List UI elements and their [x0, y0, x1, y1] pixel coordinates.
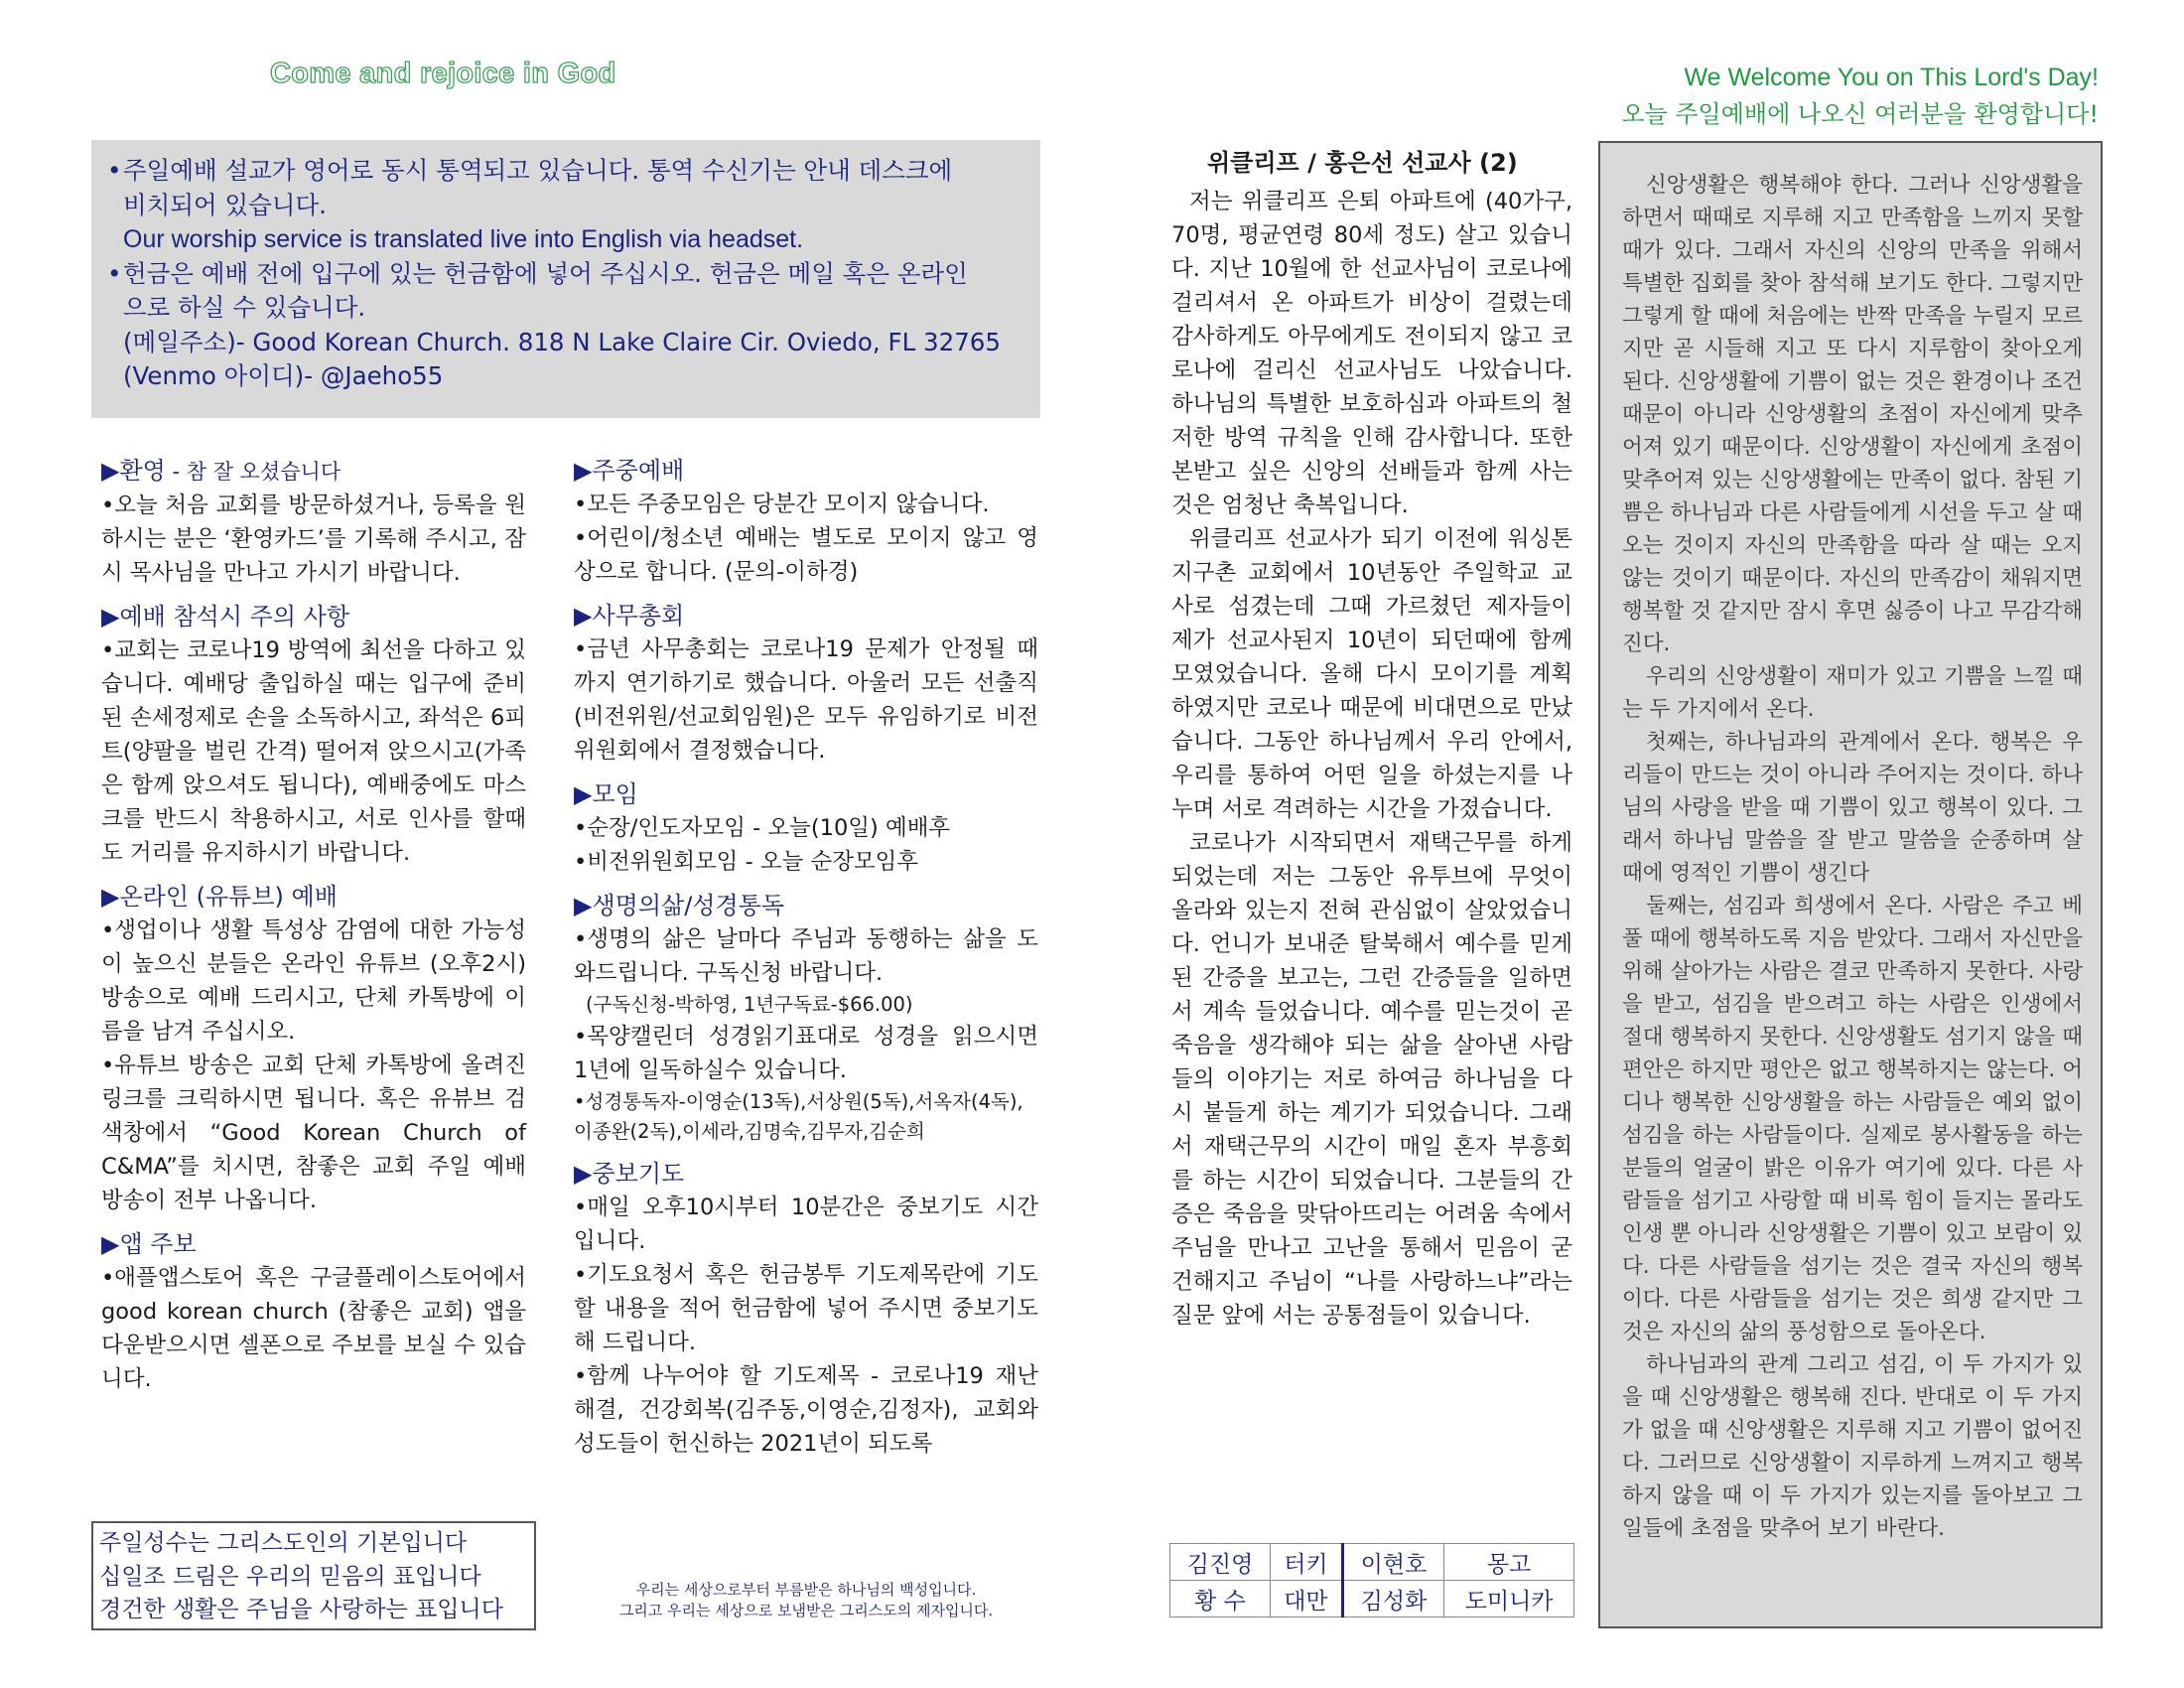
section-title: ▶환영 [101, 457, 166, 485]
section-caution: ▶예배 참석시 주의 사항 [101, 603, 349, 631]
essay-paragraph: 둘째는, 섬김과 희생에서 온다. 사람은 주고 베풀 때에 행복하도록 지음 받았다. 그래서 자신만을 위해 살아가는 사람은 결코 만족하지 못한다. 사랑을 받고, 섬김을 받으려고 하는 사람은 인생에서 절대 행복하지 못한다. 신앙생활도 섬기지 않을 때 편안은 하지만 평안은 없고 행복하지는 않는다. 어디나 행복한 신앙생활을 하는 사람들은 예외 없이 섬김을 하는 사람들이다. 실제로 봉사활동을 하는 분들의 얼굴이 밝은 이유가 여기에 있다. 다른 사람들을 섬기고 사랑할 때 비록 힘이 들지는 몰라도 인생 뿐 아니라 신앙생활은 기쁨이 있고 보람이 있다. 다른 사람들을 섬기는 것은 결국 자신의 행복이다. 다른 사람들을 섬기는 것은 희생 같지만 그것은 자신의 삶의 풍성함으로 돌아온다. [1622, 894, 2083, 1344]
section-meeting: ▶모임 [574, 780, 638, 808]
footer-line: 그리고 우리는 세상으로 보냄받은 그리스도의 제자입니다. [618, 1602, 994, 1619]
section-online: ▶온라인 (유튜브) 예배 [101, 883, 338, 911]
notice-english: Our worship service is translated live into English via headset. [123, 225, 804, 253]
identity-footer [574, 1580, 1038, 1621]
section-prayer: ▶중보기도 [574, 1160, 685, 1188]
left-column [101, 450, 526, 1396]
table-cell: 황 수 [1170, 1581, 1271, 1618]
commitment-box [91, 1521, 536, 1630]
commitment-line: 십일조 드림은 우리의 믿음의 표입니다 [99, 1563, 481, 1590]
notice-line: 비치되어 있습니다. [123, 190, 327, 219]
notice-line: 으로 하실 수 있습니다. [123, 293, 366, 322]
list-item: •함께 나누어야 할 기도제목 - 코로나19 재난 해결, 건강회복(김주동,이영순,김정자), 교회와 성도들이 헌신하는 2021년이 되도록 [574, 1363, 1038, 1457]
commitment-line: 경건한 생활은 주님을 사랑하는 표입니다 [99, 1597, 503, 1622]
section-weekday: ▶주중예배 [574, 457, 685, 485]
notice-line: 주일예배 설교가 영어로 동시 통역되고 있습니다. 통역 수신기는 안내 데스크에 [123, 156, 953, 185]
list-item: •금년 사무총회는 코로나19 문제가 안정될 때까지 연기하기로 했습니다. 아울러 모든 선출직(비전위원/선교회임원)은 모두 유임하기로 비전위원회에서 결정했습니다. [574, 636, 1038, 764]
list-item: •교회는 코로나19 방역에 최선을 다하고 있습니다. 예배당 출입하실 때는 입구에 준비된 손세정제로 손을 소독하시고, 좌석은 6피트(양팔을 벌린 간격) 떨어져 앉으시고(가족은 함께 앉으셔도 됩니다), 예배중에도 마스크를 반드시 착용하시고, 서로 인사를 할때도 거리를 유지하시기 바랍니다. [101, 637, 526, 866]
section-app: ▶앱 주보 [101, 1230, 197, 1258]
table-row [1170, 1544, 1574, 1581]
missionary-names-table [1169, 1543, 1574, 1618]
list-item: •생업이나 생활 특성상 감염에 대한 가능성이 높으신 분들은 온라인 유튜브 (오후2시) 방송으로 예배 드리시고, 단체 카톡방에 이름을 남겨 주십시오. [101, 917, 526, 1045]
list-item: •오늘 처음 교회를 방문하셨거나, 등록을 원하시는 분은 ‘환영카드’를 기록해 주시고, 잠시 목사님을 만나고 가시기 바랍니다. [101, 492, 526, 586]
middle-column [574, 450, 1038, 1461]
section-business: ▶사무총회 [574, 602, 685, 630]
list-item: •비전위원회모임 - 오늘 순장모임후 [574, 849, 919, 875]
table-cell: 이현호 [1342, 1544, 1443, 1581]
footer-line: 우리는 세상으로부터 부름받은 하나님의 백성입니다. [635, 1581, 977, 1599]
bible-readers: •성경통독자-이영순(13독),서상원(5독),서옥자(4독),이종완(2독),이세라,김명숙,김무자,김순희 [574, 1090, 1024, 1143]
table-row [1170, 1581, 1574, 1618]
notice-translation [107, 154, 1024, 257]
list-item: •유튜브 방송은 교회 단체 카톡방에 올려진 링크를 크릭하시면 됩니다. 혹은 유뷰브 검색창에서 “Good Korean Church of C&MA”를 치시면, 참좋은 교회 주일 예배 방송이 전부 나옵니다. [101, 1053, 526, 1213]
list-item: •애플앱스토어 혹은 구글플레이스토어에서 good korean church (참좋은 교회) 앱을 다운받으시면 셀폰으로 주보를 보실 수 있습니다. [101, 1265, 526, 1392]
list-item: •모든 주중모임은 당분간 모이지 않습니다. [574, 492, 990, 517]
list-item: •생명의 삶은 날마다 주님과 동행하는 삶을 도와드립니다. 구독신청 바랍니다. [574, 926, 1038, 986]
subscription-info: (구독신청-박하영, 1년구독료-$66.00) [586, 993, 913, 1016]
notice-line: 헌금은 예배 전에 입구에 있는 헌금함에 넣어 주십시오. 헌금은 메일 혹은 온라인 [123, 258, 968, 288]
section-welcome [101, 454, 526, 489]
bullet: • [107, 258, 122, 288]
article-title: 위클리프 / 홍은선 선교사 (2) [1207, 149, 1518, 177]
table-cell: 몽고 [1444, 1544, 1574, 1581]
welcome-korean: 오늘 주일예배에 나오신 여러분을 환영합니다! [1621, 100, 2099, 128]
essay-paragraph: 우리의 신앙생활이 재미가 있고 기쁨을 느낄 때는 두 가지에서 온다. [1622, 664, 2083, 722]
venmo-id: (Venmo 아이디)- @Jaeho55 [123, 361, 444, 390]
article-paragraph: 위클리프 선교사가 되기 이전에 워싱톤 지구촌 교회에서 10년동안 주일학교 교사로 섬겼는데 그때 가르쳤던 제자들이 제가 선교사된지 10년이 되던때에 함께 모였었습니다. 올해 다시 모이기를 계획 하였지만 코로나 때문에 비대면으로 만났습니다. 그동안 하나님께서 우리 안에서, 우리를 통하여 어떤 일을 하셨는지를 나누며 서로 격려하는 시간을 가졌습니다. [1171, 526, 1572, 822]
list-item: •매일 오후10시부터 10분간은 중보기도 시간입니다. [574, 1195, 1038, 1254]
motto-title: Come and rejoice in God [270, 58, 616, 89]
notice-box [91, 140, 1040, 418]
article-paragraph: 코로나가 시작되면서 재택근무를 하게 되었는데 저는 그동안 유투브에 무엇이 올라와 있는지 전혀 관심없이 살았었습니다. 언니가 보내준 탈북해서 예수를 믿게된 간증을 보고는, 그런 간증들을 일하면서 계속 들었습니다. 예수를 믿는것이 곧 죽음을 생각해야 되는 삶을 살아낸 사람들의 이야기는 저로 하여금 하나님을 다시 붙들게 하는 계기가 되었습니다. 그래서 재택근무의 시간이 매일 혼자 부흥회를 하는 시간이 되었습니다. 그분들의 간증은 죽음을 맞닦아뜨리는 어려움 속에서 주님을 만나고 고난을 통해서 믿음이 굳건해지고 주님이 “나를 사랑하느냐”라는 질문 앞에 서는 공통점들이 있습니다. [1171, 830, 1572, 1329]
notice-offering [107, 257, 1024, 394]
essay-paragraph: 첫째는, 하나님과의 관계에서 온다. 행복은 우리들이 만드는 것이 아니라 주어지는 것이다. 하나님의 사랑을 받을 때 기쁨이 있고 행복이 있다. 그래서 하나님 말씀을 잘 받고 말씀을 순종하며 살 때에 영적인 기쁨이 생긴다 [1622, 730, 2083, 886]
section-subtitle: - 참 잘 오셨습니다 [165, 460, 341, 484]
commitment-line: 주일성수는 그리스도인의 기본입니다 [99, 1530, 468, 1556]
missionary-article [1171, 185, 1572, 1333]
bullet: • [107, 156, 122, 185]
essay-paragraph: 신앙생활은 행복해야 한다. 그러나 신앙생활을 하면서 때때로 지루해 지고 만족함을 느끼지 못할 때가 있다. 그래서 자신의 신앙의 만족을 위해서 특별한 집회를 찾아 참석해 보기도 한다. 그렇지만 그렇게 할 때에 처음에는 반짝 만족을 누릴지 모르지만 곧 시들해 지고 또 다시 지루함이 찾아오게 된다. 신앙생활에 기쁨이 없는 것은 환경이나 조건 때문이 아니라 신앙생활의 초점이 자신에게 맞추어져 있기 때문이다. 신앙생활이 자신에게 초점이 맞추어져 있는 신앙생활에는 만족이 없다. 참된 기쁨은 하나님과 다른 사람들에게 시선을 두고 살 때 오는 것이지 자신의 만족함을 따라 살 때는 오지 않는 것이기 때문이다. 자신의 만족감이 채워지면 행복할 것 같지만 잠시 후면 싫증이 나고 무감각해진다. [1622, 173, 2083, 656]
essay-paragraph: 하나님과의 관계 그리고 섬김, 이 두 가지가 있을 때 신앙생활은 행복해 진다. 반대로 이 두 가지가 없을 때 신앙생활은 지루해 지고 기쁨이 없어진다. 그러므로 신앙생활이 지루하게 느껴지고 행복하지 않을 때 이 두 가지가 있는지를 돌아보고 그 일들에 초점을 맞추어 보기 바란다. [1622, 1352, 2083, 1541]
table-cell: 김성화 [1342, 1581, 1443, 1618]
article-paragraph: 저는 위클리프 은퇴 아파트에 (40가구, 70명, 평균연령 80세 정도) 살고 있습니다. 지난 10월에 한 선교사님이 코로나에 걸리셔서 온 아파트가 비상이 걸렸는데 감사하게도 아무에게도 전이되지 않고 코로나에 걸리신 선교사님도 나았습니다. 하나님의 특별한 보호하심과 아파트의 철저한 방역 규칙을 인해 감사합니다. 또한 본받고 싶은 신앙의 선배들과 함께 사는 것은 엄청난 축복입니다. [1171, 189, 1572, 518]
list-item: •기도요청서 혹은 헌금봉투 기도제목란에 기도할 내용을 적어 헌금함에 넣어 주시면 중보기도해 드립니다. [574, 1262, 1038, 1355]
table-cell: 대만 [1271, 1581, 1343, 1618]
essay-box [1598, 141, 2103, 1628]
table-cell: 도미니카 [1444, 1581, 1574, 1618]
mail-address: (메일주소)- Good Korean Church. 818 N Lake Claire Cir. Oviedo, FL 32765 [123, 327, 1001, 356]
section-devotion: ▶생명의삶/성경통독 [574, 892, 785, 919]
list-item: •순장/인도자모임 - 오늘(10일) 예배후 [574, 815, 951, 841]
list-item: •목양캘린더 성경읽기표대로 성경을 읽으시면 1년에 일독하실수 있습니다. [574, 1024, 1038, 1083]
list-item: •어린이/청소년 예배는 별도로 모이지 않고 영상으로 합니다. (문의-이하경) [574, 525, 1038, 585]
welcome-english: We Welcome You on This Lord's Day! [1684, 64, 2099, 91]
table-cell: 김진영 [1170, 1544, 1271, 1581]
table-cell: 터키 [1271, 1544, 1343, 1581]
